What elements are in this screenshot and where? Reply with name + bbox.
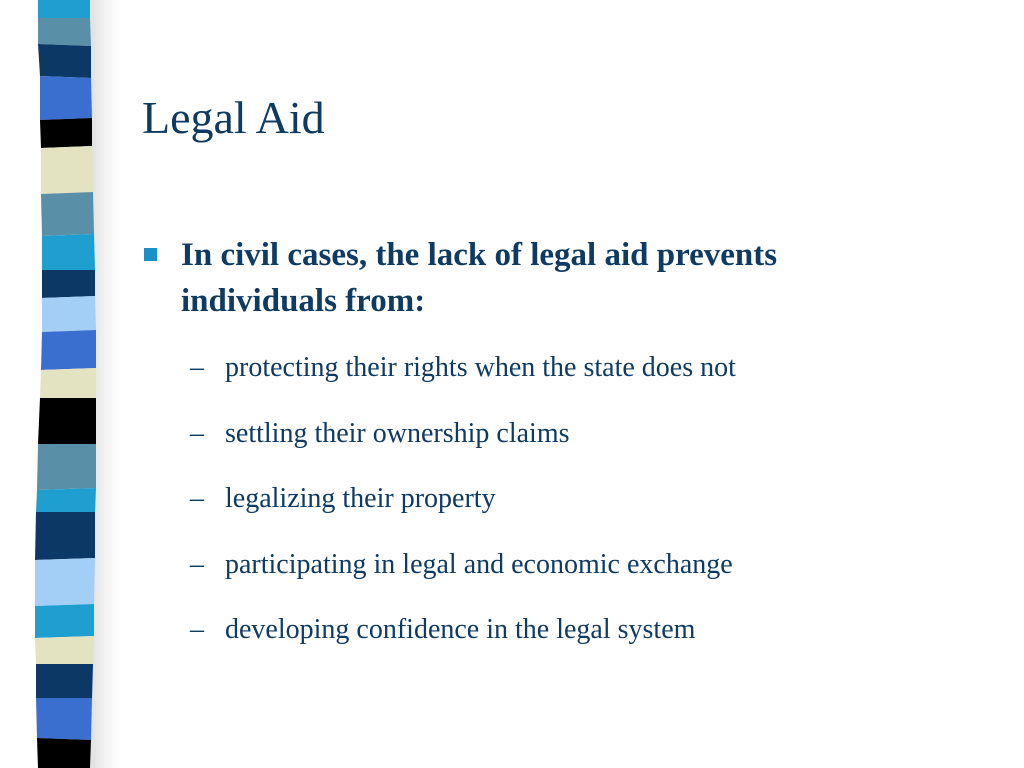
dash-bullet-icon: –: [190, 548, 204, 580]
stripe-block: [35, 558, 95, 606]
stripe-block: [41, 330, 96, 370]
stripe-block: [36, 488, 96, 512]
stripe-block: [36, 664, 93, 698]
sub-bullet-text: settling their ownership claims: [225, 417, 570, 449]
stripe-block: [38, 44, 91, 78]
sub-bullet-text: developing confidence in the legal system: [225, 614, 696, 645]
dash-bullet-icon: –: [190, 483, 204, 514]
stripe-block: [41, 192, 94, 236]
dash-bullet-icon: –: [190, 352, 204, 383]
sub-bullet-item: [190, 479, 990, 545]
sub-bullet-list: [190, 348, 990, 676]
stripe-block: [35, 512, 95, 560]
sub-bullet-item: [190, 545, 990, 611]
stripe-block: [37, 738, 91, 768]
slide-title: Legal Aid: [142, 92, 325, 143]
sub-bullet-item: [190, 414, 990, 480]
stripe-block: [37, 444, 96, 490]
stripe-block: [35, 636, 94, 664]
square-bullet-icon: [144, 248, 157, 261]
stripe-block: [35, 604, 94, 638]
stripe-block: [42, 234, 95, 270]
dash-bullet-icon: –: [190, 417, 204, 449]
stripe-block: [42, 270, 95, 298]
stripe-block: [40, 118, 92, 148]
stripe-block: [38, 18, 91, 46]
stripe-block: [38, 398, 96, 444]
sub-bullet-text: legalizing their property: [225, 483, 496, 514]
main-bullet-text: In civil cases, the lack of legal aid prevents individuals from:: [181, 237, 778, 319]
decorative-stripe-band: [0, 0, 118, 768]
sub-bullet-text: participating in legal and economic exchange: [225, 548, 733, 580]
stripe-block: [38, 0, 90, 18]
stripe-block: [41, 146, 93, 194]
sub-bullet-text: protecting their rights when the state does not: [225, 352, 736, 383]
sub-bullet-item: [190, 610, 990, 676]
stripe-block: [40, 76, 92, 120]
stripe-block: [40, 368, 96, 398]
stripe-block: [36, 698, 92, 740]
stripe-block: [42, 296, 96, 332]
dash-bullet-icon: –: [190, 614, 204, 645]
sub-bullet-item: [190, 348, 990, 414]
stripe-blocks: [35, 0, 96, 768]
